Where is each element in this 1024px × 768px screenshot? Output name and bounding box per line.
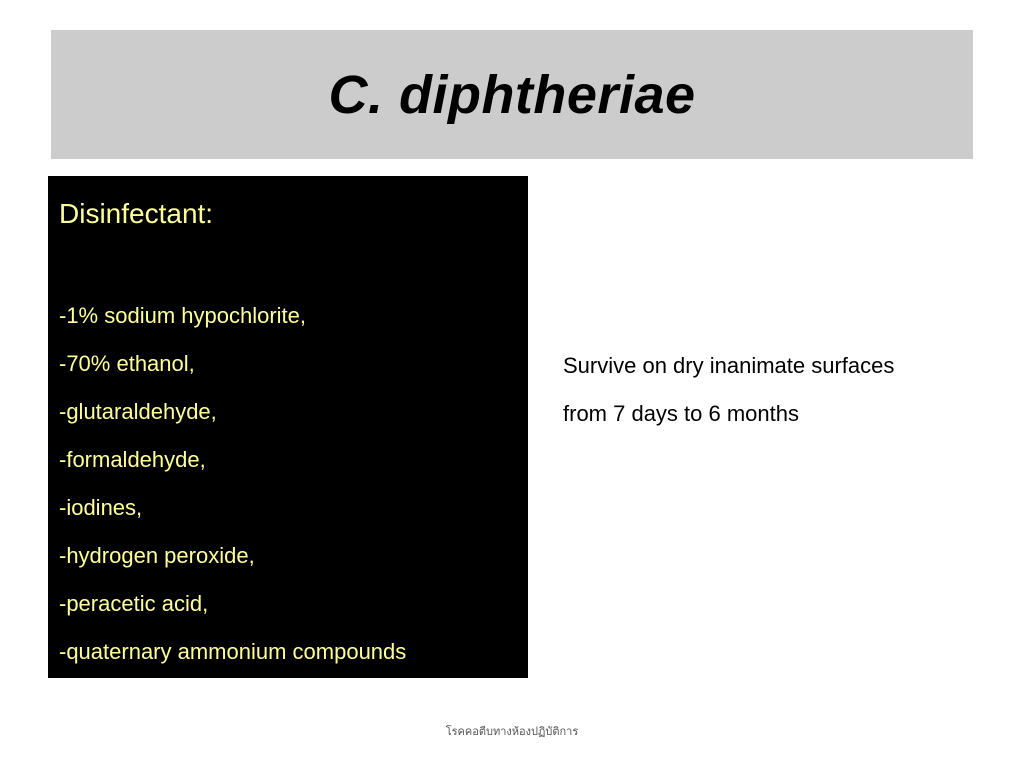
disinfectant-item-formaldehyde: -formaldehyde, — [59, 447, 206, 472]
survival-note-line: Survive on dry inanimate surfaces — [563, 353, 895, 378]
disinfectant-item-sodium-hypochlorite: -1% sodium hypochlorite, — [59, 303, 307, 328]
slide-title: C. diphtheriae — [328, 64, 696, 125]
disinfectant-item-glutaraldehyde: -glutaraldehyde, — [59, 399, 217, 424]
survival-note — [563, 342, 983, 438]
survival-note-line: from 7 days to 6 months — [563, 401, 799, 426]
disinfectant-box — [48, 176, 528, 678]
title-bar — [51, 30, 973, 159]
slide-footer: โรคคอตีบทางห้องปฏิบัติการ — [445, 725, 579, 738]
disinfectant-list — [59, 292, 528, 676]
disinfectant-item-hydrogen-peroxide: -hydrogen peroxide, — [59, 543, 255, 568]
disinfectant-item-iodines: -iodines, — [59, 495, 143, 520]
disinfectant-item-ethanol: -70% ethanol, — [59, 351, 195, 376]
disinfectant-item-peracetic-acid: -peracetic acid, — [59, 591, 209, 616]
disinfectant-heading: Disinfectant: — [59, 198, 214, 229]
disinfectant-item-quaternary-ammonium: -quaternary ammonium compounds — [59, 639, 407, 664]
